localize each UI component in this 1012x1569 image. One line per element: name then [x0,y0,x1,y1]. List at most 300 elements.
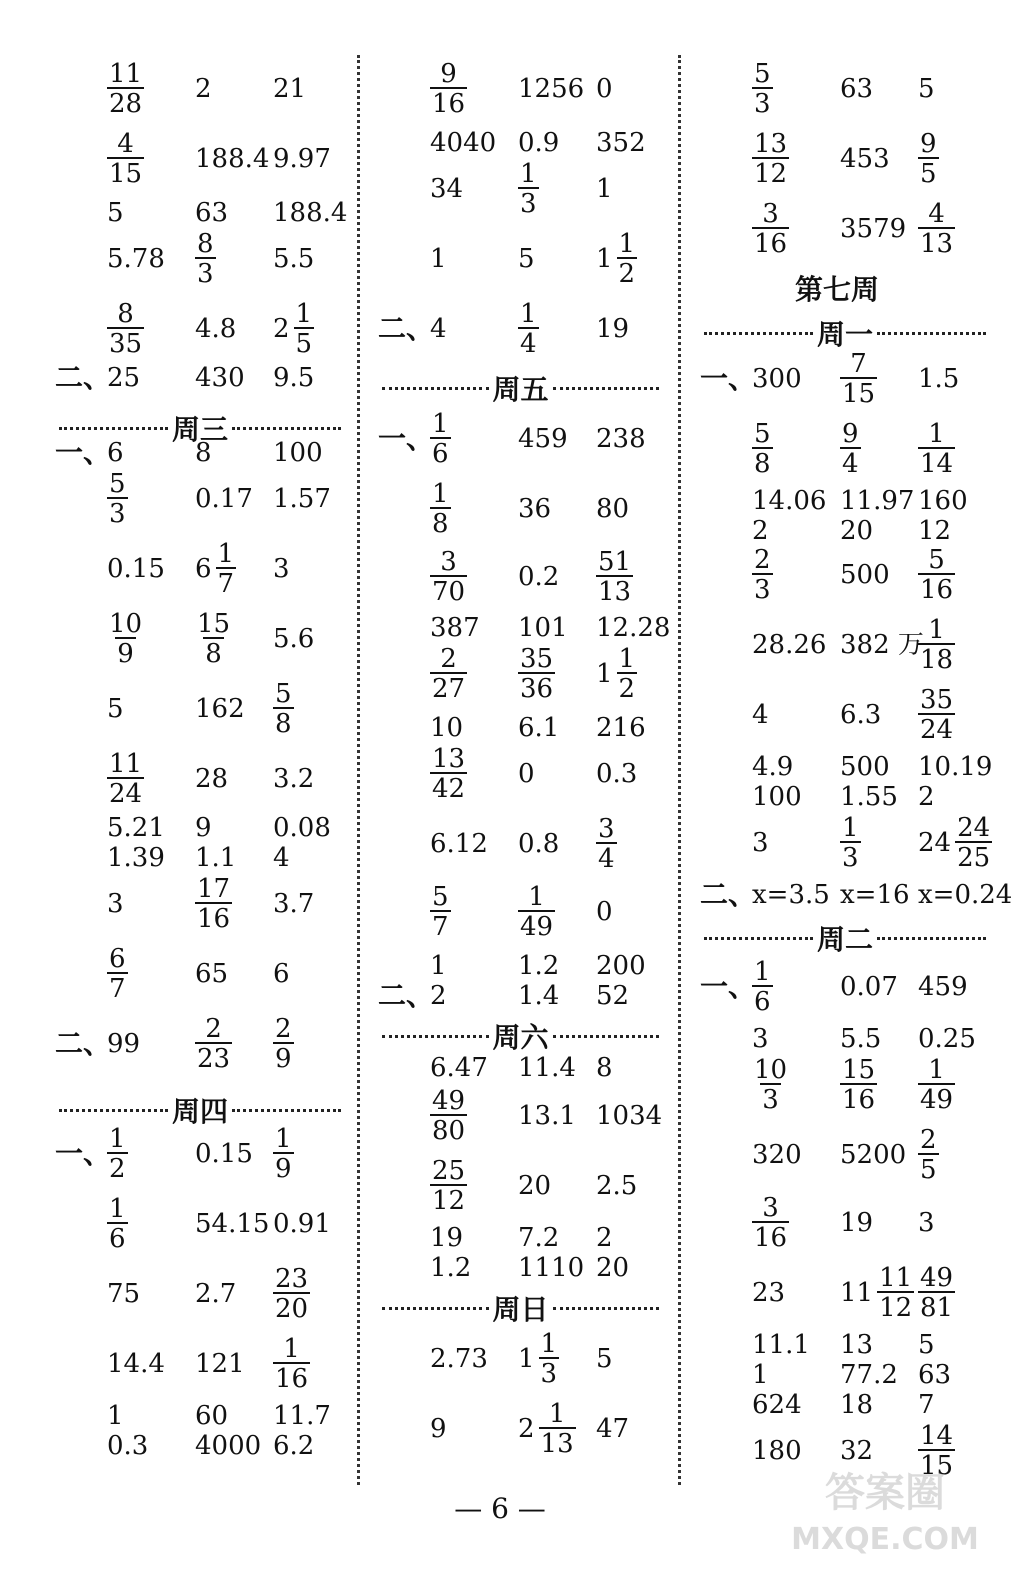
answer-row [378,613,671,643]
numerator: 1 [283,1334,300,1364]
denominator: 4 [842,449,859,479]
answer-value: 2 [918,782,935,812]
answer-mixed-number [596,231,637,287]
answer-value: 0.15 [195,1139,253,1169]
answer-value: 7.2 [518,1223,560,1253]
denominator: 3 [540,1359,558,1389]
numerator: 4 [928,199,945,229]
answer-row [55,813,345,843]
answer-value: 4.8 [195,314,237,344]
answer-row [55,1401,345,1431]
answer-value: 19 [840,1208,874,1238]
answer-value: 0.8 [518,829,560,859]
fraction [918,617,955,673]
answer-row [378,1085,663,1147]
numerator: 9 [842,419,859,449]
answer-row [378,478,663,540]
denominator: 28 [109,89,143,119]
fraction [294,301,315,357]
denominator: 16 [842,1085,876,1115]
denominator: 70 [432,577,466,607]
answer-value: 9 [195,813,212,843]
answer-row [700,544,990,606]
answer-value: 1.5 [918,364,960,394]
numerator: 1 [528,882,545,912]
denominator: 12 [754,159,788,189]
numerator: 11 [109,59,143,89]
fraction [918,1057,955,1113]
answer-value: 0.3 [596,759,638,789]
numerator: 10 [109,609,143,639]
day-heading-label: 周四 [172,1095,229,1128]
answer-row [55,1263,345,1325]
fraction [195,611,232,667]
numerator: 1 [520,159,537,189]
answer-value: 1 [430,951,447,981]
answer-row [700,782,990,812]
answer-row [55,298,345,360]
answer-value: 5 [596,1344,613,1374]
fraction [752,959,773,1015]
fraction [617,646,638,702]
answer-row [700,486,990,516]
answer-row [700,1262,990,1324]
answer-value: 99 [107,1029,141,1059]
answer-fraction [107,1126,128,1182]
whole-part: 1 [596,244,613,274]
answer-value: 75 [107,1279,141,1309]
answer-row [55,468,345,530]
answer-value: 12 [918,516,952,546]
fraction [273,1266,310,1322]
numerator: 2 [205,1014,222,1044]
answer-fraction [918,547,955,603]
answer-fraction [596,816,617,872]
answer-value: 0.15 [107,554,165,584]
numerator: 9 [440,59,457,89]
denominator: 3 [109,499,126,529]
answer-value: 4.9 [752,752,794,782]
denominator: 81 [920,1293,954,1323]
whole-part: 1 [518,1344,535,1374]
fraction [430,481,451,537]
numerator: 4 [117,129,134,159]
answer-value: 3.7 [273,889,315,919]
answer-value: 238 [596,424,646,454]
answer-row [55,1013,345,1075]
fraction [752,131,789,187]
answer-value: 500 [840,752,890,782]
section-marker: 一、 [378,422,435,455]
answer-value: 5.5 [840,1024,882,1054]
answer-fraction [752,131,789,187]
denominator: 5 [295,329,313,359]
answer-value: 0.25 [918,1024,976,1054]
fraction [430,646,467,702]
answer-value: 47 [596,1414,630,1444]
fraction [107,131,144,187]
answer-value: 500 [840,560,890,590]
numerator: 13 [432,744,466,774]
fraction [430,884,451,940]
answer-row [378,981,663,1011]
answer-value: 6.1 [518,713,560,743]
denominator: 16 [754,1223,788,1253]
answer-row [378,298,663,360]
answer-mixed-number [918,815,992,871]
watermark-cn: 答案圈 [825,1470,945,1516]
denominator: 2 [618,674,636,704]
answer-value: 430 [195,363,245,393]
answer-value: 2 [752,516,769,546]
numerator: 1 [432,409,449,439]
fraction [752,1057,789,1113]
answer-value: 3 [107,889,124,919]
answer-fraction [918,421,955,477]
fraction [107,751,144,807]
answer-value: 4000 [195,1431,262,1461]
denominator: 15 [920,1451,954,1481]
numerator: 2 [275,1014,292,1044]
fraction [539,1331,560,1387]
answer-fraction [518,301,539,357]
answer-value: 20 [596,1253,630,1283]
section-marker: 二、 [378,312,435,345]
answer-row [378,1398,663,1460]
answer-row [55,1123,345,1185]
answer-value: 3 [273,554,290,584]
numerator: 10 [754,1055,788,1085]
answer-value: 6.12 [430,829,488,859]
fraction [195,876,232,932]
answer-fraction [752,1195,789,1251]
column-divider [357,55,360,1485]
answer-fraction [107,131,144,187]
answer-mixed-number [840,1265,914,1321]
numerator: 1 [618,644,636,674]
answer-value: 25 [107,363,141,393]
watermark-logo [790,1461,980,1561]
denominator: 18 [920,645,954,675]
answer-row [55,58,345,120]
denominator: 5 [920,1155,937,1185]
denominator: 3 [754,575,771,605]
denominator: 12 [432,1186,466,1216]
answer-value: 0.91 [273,1209,331,1239]
answer-value: 34 [430,174,464,204]
answer-value: 4 [752,700,769,730]
day-heading [378,368,663,408]
answer-row [700,348,990,410]
numerator: 1 [548,1399,566,1429]
answer-value: 63 [918,1360,952,1390]
answer-row [378,1253,663,1283]
numerator: 8 [197,229,214,259]
fraction [107,611,144,667]
answer-value: 1110 [518,1253,585,1283]
numerator: 8 [117,299,134,329]
answer-row [700,684,990,746]
fraction [539,1401,576,1457]
answer-fraction [273,1266,310,1322]
answer-value: 77.2 [840,1360,898,1390]
answer-row [700,1330,990,1360]
answer-value: 6.2 [273,1431,315,1461]
answer-row [378,1328,663,1390]
answer-value: 2.73 [430,1344,488,1374]
fraction [107,471,128,527]
answer-value: 1.2 [430,1253,472,1283]
answer-value: 1.39 [107,843,165,873]
numerator: 3 [762,1193,779,1223]
answer-value: 216 [596,713,646,743]
answer-value: 459 [918,972,968,1002]
denominator: 8 [432,509,449,539]
fraction [518,301,539,357]
answer-row [55,748,345,810]
fraction [273,681,294,737]
fraction [430,61,467,117]
answer-value: 11.4 [518,1053,576,1083]
fraction [273,1016,294,1072]
answer-row [378,813,663,875]
answer-fraction [195,231,216,287]
answer-value: 11.97 [840,486,915,516]
answer-row [55,1193,345,1255]
answer-value: 2 [430,981,447,1011]
answer-value: 320 [752,1140,802,1170]
answer-value: 6.3 [840,700,882,730]
denominator: 12 [879,1293,913,1323]
answer-fraction [752,201,789,257]
answer-fraction [752,547,773,603]
fraction [430,411,451,467]
answer-value: 0.9 [518,128,560,158]
answer-fraction [273,1336,310,1392]
answer-value: 162 [195,694,245,724]
answer-value: 28.26 [752,630,827,660]
numerator: 24 [957,813,991,843]
fraction [918,687,955,743]
numerator: 11 [109,749,143,779]
answer-fraction [430,481,451,537]
fraction [195,1016,232,1072]
answer-fraction [918,1057,955,1113]
answer-row [700,58,990,120]
answer-value: 63 [195,198,229,228]
answer-row [700,614,990,676]
answer-value: 8 [596,1053,613,1083]
answer-mixed-number [273,301,314,357]
denominator: 24 [920,715,954,745]
answer-row [378,881,663,943]
answer-row [700,418,990,480]
denominator: 20 [275,1294,309,1324]
fraction [752,201,789,257]
answer-fraction [840,351,877,407]
answer-value: 6 [107,438,124,468]
answer-value: 23 [752,1278,786,1308]
day-heading-label: 周五 [492,373,549,406]
answer-row [700,1192,990,1254]
answer-fraction [918,1265,955,1321]
answer-value: 0.3 [107,1431,149,1461]
answer-value: 382 万 [840,630,924,660]
answer-row [378,643,663,705]
denominator: 8 [275,709,292,739]
answer-value: 20 [840,516,874,546]
answer-value: 352 [596,128,646,158]
answer-value: 9.5 [273,363,315,393]
answer-row [700,516,990,546]
answer-value: 54.15 [195,1209,270,1239]
answer-fraction [430,646,467,702]
denominator: 2 [618,259,636,289]
numerator: 5 [275,679,292,709]
column-divider [678,55,681,1485]
answer-value: 5 [107,198,124,228]
fraction [840,421,861,477]
denominator: 16 [432,89,466,119]
denominator: 36 [520,674,554,704]
answer-fraction [840,815,861,871]
fraction [752,61,773,117]
fraction [430,549,467,605]
day-heading [700,313,990,353]
numerator: 1 [109,1194,126,1224]
answer-row [700,812,990,874]
answer-value: 63 [840,74,874,104]
denominator: 15 [842,379,876,409]
numerator: 3 [762,199,779,229]
whole-part: 2 [273,314,290,344]
numerator: 51 [598,547,632,577]
denominator: 42 [432,774,466,804]
answer-value: 387 [430,613,480,643]
answer-value: 14.06 [752,486,827,516]
answer-value: 21 [273,74,307,104]
answer-value: 101 [518,613,568,643]
answer-value: 624 [752,1390,802,1420]
answer-value: 2 [596,1223,613,1253]
numerator: 1 [928,1055,945,1085]
answer-row [700,1054,990,1116]
answer-value: 121 [195,1349,245,1379]
answer-row [378,713,663,743]
numerator: 5 [754,419,771,449]
section-marker: 一、 [700,362,757,395]
answer-row [55,943,345,1005]
answer-mixed-number [596,646,637,702]
answer-value: 2.5 [596,1171,638,1201]
numerator: 1 [275,1124,292,1154]
denominator: 27 [432,674,466,704]
answer-value: 3579 [840,214,907,244]
answer-fraction [430,549,467,605]
answer-row [378,58,663,120]
answer-value: 9 [430,1414,447,1444]
answer-value: 1 [596,174,613,204]
answer-row [55,128,345,190]
numerator: 35 [520,644,554,674]
answer-value: 1 [107,1401,124,1431]
answer-value: 52 [596,981,630,1011]
denominator: 7 [109,974,126,1004]
numerator: 1 [295,299,313,329]
answer-value: 20 [518,1171,552,1201]
numerator: 11 [879,1263,913,1293]
answer-value: 1.2 [518,951,560,981]
day-heading-label: 周日 [492,1293,549,1326]
answer-value: 0 [596,897,613,927]
answer-value: 1034 [596,1101,663,1131]
answer-value: 1256 [518,74,585,104]
numerator: 1 [928,615,945,645]
numerator: 1 [520,299,537,329]
answer-row [378,408,663,470]
numerator: 2 [920,1125,937,1155]
numerator: 5 [754,59,771,89]
fraction [107,61,144,117]
fraction [918,1265,955,1321]
fraction [195,231,216,287]
answer-value: 6 [273,959,290,989]
answer-row [378,1155,663,1217]
whole-part: 2 [518,1414,535,1444]
answer-value: 188.4 [273,198,348,228]
answer-fraction [107,471,128,527]
answer-row [55,438,345,468]
answer-row [378,1223,663,1253]
fraction [955,815,992,871]
answer-row [55,538,345,600]
section-marker: 一、 [55,436,112,469]
answer-value: 4040 [430,128,497,158]
numerator: 1 [928,419,945,449]
answer-fraction [195,876,232,932]
fraction [107,1126,128,1182]
fraction [752,547,773,603]
answer-mixed-number [518,1401,576,1457]
answer-row [700,1390,990,1420]
answer-value: 19 [596,314,630,344]
answer-fraction [918,131,939,187]
answer-fraction [430,1158,467,1214]
answer-value: 10 [430,713,464,743]
answer-value: 5.78 [107,244,165,274]
numerator: 3 [440,547,457,577]
day-heading [378,1288,663,1328]
denominator: 16 [754,229,788,259]
answer-value: 32 [840,1436,874,1466]
denominator: 14 [920,449,954,479]
answer-fraction [752,421,773,477]
answer-row [700,878,1012,911]
answer-fraction [107,946,128,1002]
answer-value: 1.1 [195,843,237,873]
fraction [840,815,861,871]
denominator: 3 [754,89,771,119]
denominator: 6 [432,439,449,469]
answer-value: 1.57 [273,484,331,514]
section-marker: 一、 [700,970,757,1003]
fraction [430,1158,467,1214]
fraction [518,646,555,702]
fraction [518,161,539,217]
answer-fraction [107,611,144,667]
answer-value: 100 [752,782,802,812]
answer-value: 3 [752,1024,769,1054]
